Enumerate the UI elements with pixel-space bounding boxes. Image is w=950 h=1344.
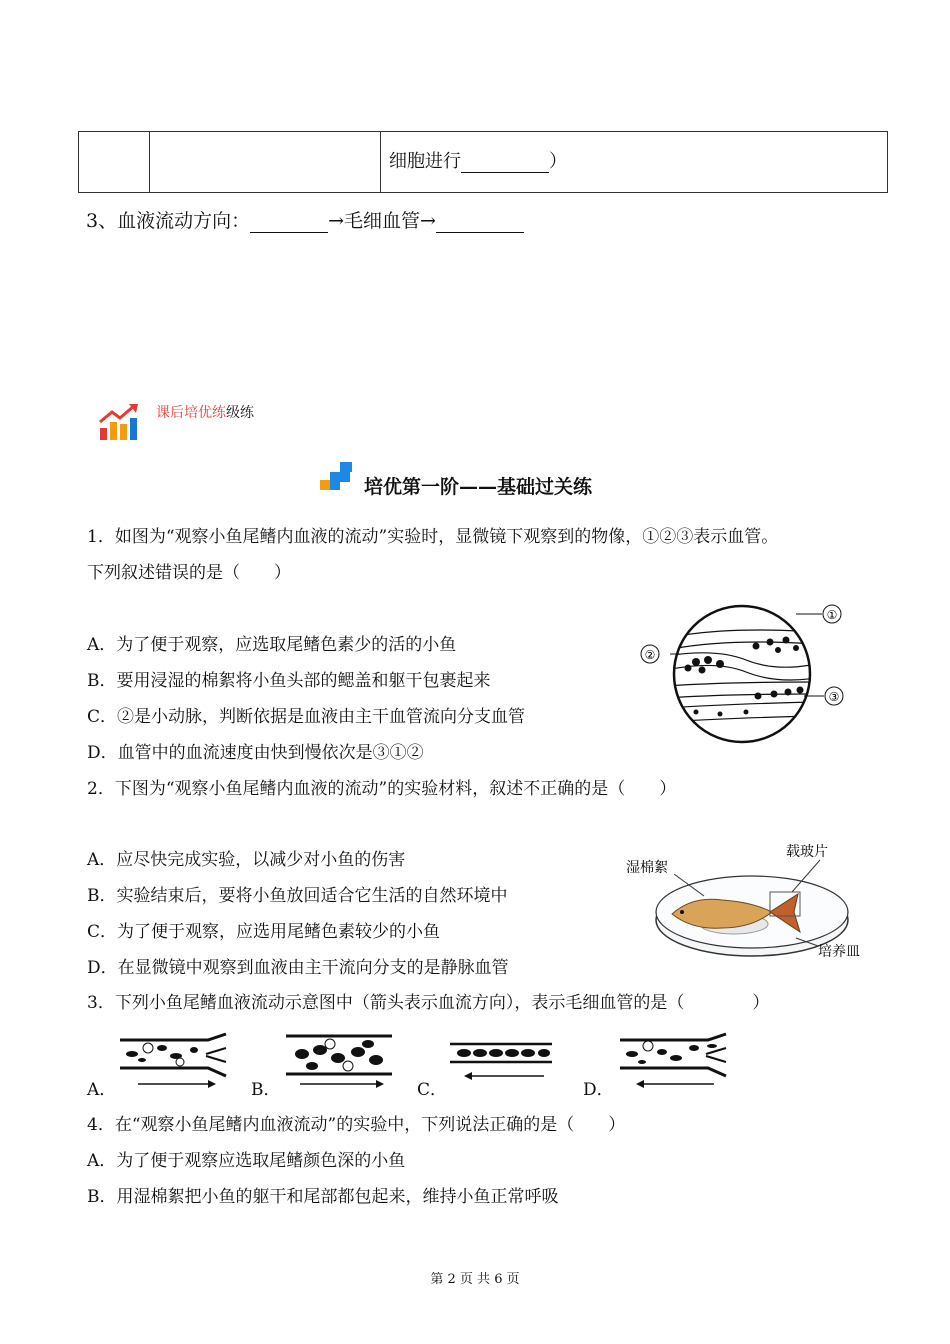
q2-option-b: B．实验结束后，要将小鱼放回适合它生活的自然环境中	[87, 886, 508, 906]
blood-flow-line	[86, 207, 524, 235]
q3-figure-a	[118, 1032, 230, 1092]
q2-label-slide: 载玻片	[786, 844, 828, 860]
petri-dish-figure	[622, 838, 872, 968]
table-cell-text	[381, 132, 888, 193]
q2-stem: 2．下图为“观察小鱼尾鳍内血液的流动”的实验材料，叙述不正确的是（ ）	[87, 779, 677, 799]
q1-figure	[636, 598, 846, 748]
q2-option-a: A．应尽快完成实验，以减少对小鱼的伤害	[87, 850, 406, 870]
fill-blank	[461, 152, 549, 173]
blood-flow-middle: →毛细血管→	[328, 210, 436, 232]
q3-stem: 3．下列小鱼尾鳍血液流动示意图中（箭头表示血流方向），表示毛细血管的是（ ）	[87, 993, 770, 1013]
q3-option-c-letter: C．	[417, 1080, 448, 1100]
q3-figure-b	[284, 1032, 396, 1092]
fill-blank	[250, 212, 328, 233]
section-header-black: 级练	[226, 405, 254, 421]
microscope-view-figure	[636, 598, 846, 748]
q2-option-d: D．在显微镜中观察到血液由主干流向分支的是静脉血管	[87, 958, 509, 978]
blocks-icon	[320, 460, 356, 492]
section-header-red: 课后培优练	[156, 405, 226, 421]
table-cell-empty-2	[150, 132, 381, 193]
table-cell-close: ）	[549, 151, 567, 172]
stage-title-block	[320, 460, 593, 498]
table-cell-empty-1	[79, 132, 150, 193]
fill-blank	[436, 212, 524, 233]
q4-option-a: A．为了便于观察应选取尾鳍颜色深的小鱼	[87, 1151, 406, 1171]
q1-figure-label-2: ②	[644, 648, 656, 662]
q1-option-d: D．血管中的血流速度由快到慢依次是③①②	[87, 743, 424, 763]
q3-option-a-letter: A．	[87, 1080, 117, 1100]
q2-option-c: C．为了便于观察，应选用尾鳍色素较少的小鱼	[87, 922, 441, 942]
q2-label-wet-cotton: 湿棉絮	[626, 860, 668, 876]
q1-option-a: A．为了便于观察，应选取尾鳍色素少的活的小鱼	[87, 635, 457, 655]
q1-figure-label-1: ①	[826, 608, 838, 622]
q1-figure-label-3: ③	[828, 690, 840, 704]
q4-stem: 4．在“观察小鱼尾鳍内血液流动”的实验中，下列说法正确的是（ ）	[87, 1115, 626, 1135]
q4-option-b: B．用湿棉絮把小鱼的躯干和尾部都包起来，维持小鱼正常呼吸	[87, 1187, 559, 1207]
answer-table	[78, 131, 888, 193]
q3-figure-c	[448, 1040, 560, 1084]
q1-stem-line2: 下列叙述错误的是（ ）	[87, 563, 291, 583]
q1-option-c: C．②是小动脉，判断依据是血液由主干血管流向分支血管	[87, 707, 526, 727]
blood-flow-prefix: 3、血液流动方向：	[86, 210, 251, 232]
stage-title: 培优第一阶——基础过关练	[364, 476, 593, 498]
section-header	[98, 402, 254, 446]
q2-label-petri-dish: 培养皿	[818, 944, 860, 960]
q1-option-b: B．要用浸湿的棉絮将小鱼头部的鳃盖和躯干包裹起来	[87, 671, 491, 691]
q2-figure	[622, 838, 872, 968]
q3-option-d-letter: D．	[583, 1080, 614, 1100]
growth-chart-icon	[98, 402, 142, 442]
table-cell-label: 细胞进行	[389, 151, 461, 172]
page-footer: 第 2 页 共 6 页	[430, 1272, 520, 1287]
q3-figure-d	[618, 1032, 730, 1092]
q3-option-b-letter: B．	[251, 1080, 281, 1100]
q1-stem-line1: 1．如图为“观察小鱼尾鳍内血液的流动”实验时，显微镜下观察到的物像，①②③表示血管。	[87, 527, 779, 547]
